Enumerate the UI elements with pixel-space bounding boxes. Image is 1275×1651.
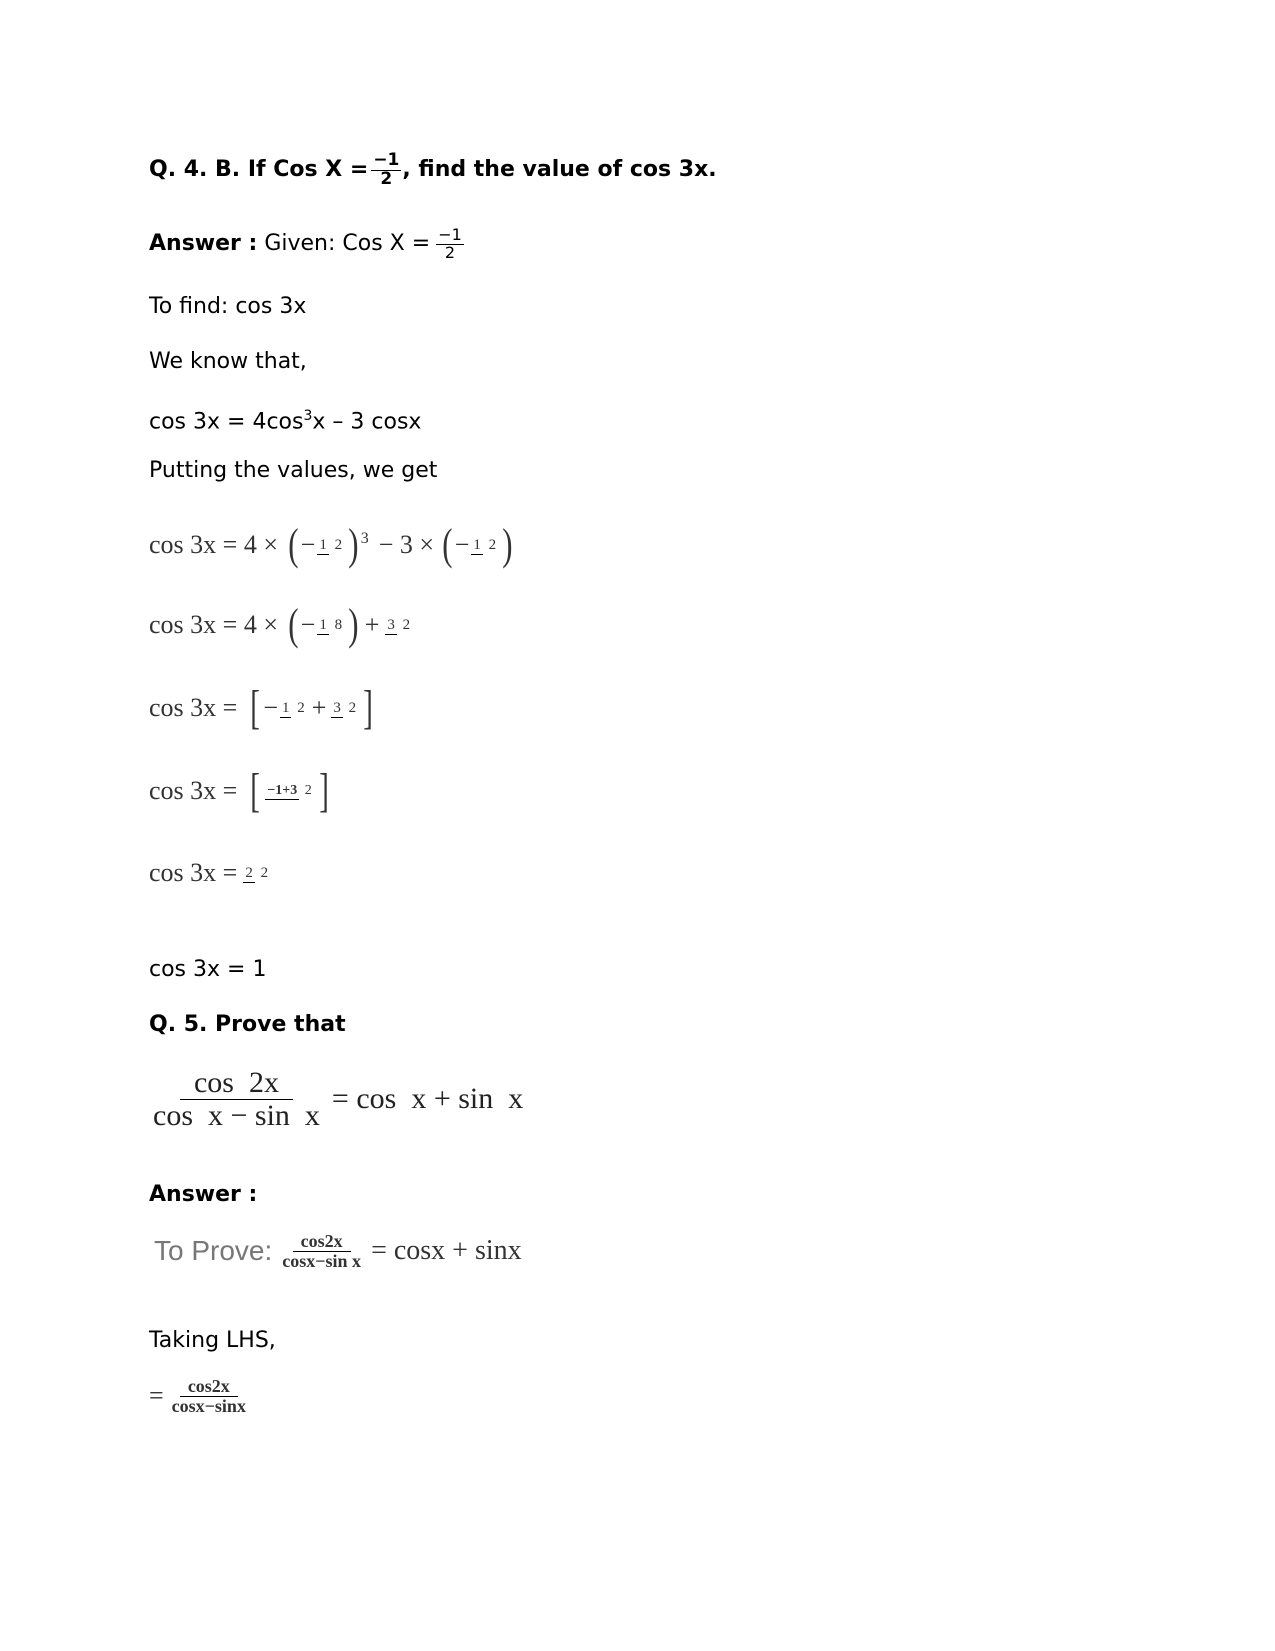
step-5-fraction [243, 853, 270, 893]
fraction-denominator: cosx−sinx [171, 1395, 246, 1416]
fraction-denominator: 2 [444, 242, 456, 262]
fraction-denominator: 2 [402, 617, 411, 633]
fraction-denominator: 2 [334, 537, 343, 553]
fraction-numerator: 1 [281, 700, 290, 716]
q4-result: cos 3x = 1 [149, 957, 267, 982]
q5-statement [149, 1067, 523, 1131]
fraction-numerator: 2 [245, 865, 253, 881]
step-1-equation [149, 520, 515, 569]
given-text: Given: Cos X = [257, 231, 431, 257]
to-prove-rhs: = cosx + sinx [371, 1235, 522, 1267]
fraction-numerator: 1 [473, 537, 481, 553]
step-2-fraction-b [385, 605, 412, 645]
step-1-fraction-b [471, 525, 498, 565]
fraction-numerator: −1 [438, 225, 462, 244]
open-paren: ( [288, 520, 299, 569]
q4-heading-post: , find the value of cos 3x. [402, 157, 717, 183]
q4-answer-given [149, 227, 466, 262]
to-prove-fraction [280, 1232, 363, 1271]
to-prove-label: To Prove: [154, 1235, 273, 1267]
q5-answer-label: Answer : [149, 1182, 258, 1207]
close-paren: ) [502, 520, 513, 569]
close-bracket: ] [318, 764, 329, 817]
fraction-denominator: cos x − sin x [153, 1098, 320, 1132]
identity-pre: cos 3x = 4cos [149, 409, 304, 435]
fraction-denominator: 2 [260, 865, 269, 881]
step-5-equation [149, 853, 272, 893]
q4-heading-pre: Q. 4. B. If Cos X = [149, 157, 369, 183]
step-2-equation [149, 600, 414, 649]
q4-heading-fraction [371, 152, 401, 189]
step-3-equation [149, 681, 376, 734]
step-5-lhs: cos 3x = [149, 858, 238, 887]
fraction-denominator: 2 [297, 700, 305, 716]
plus-sign: + [311, 693, 327, 722]
step-1-lhs: cos 3x = 4 × [149, 530, 278, 559]
fraction-numerator: 3 [387, 617, 395, 633]
q5-statement-rhs: = cos x + sin x [331, 1082, 524, 1115]
fraction-denominator: 8 [334, 617, 343, 633]
to-prove [154, 1232, 522, 1271]
q5-statement-fraction [151, 1067, 322, 1131]
answer-label: Answer : [149, 231, 258, 257]
close-paren: ) [348, 600, 359, 649]
lhs-fraction [170, 1377, 248, 1416]
fraction-numerator: cos2x [180, 1377, 238, 1397]
step-4-lhs: cos 3x = [149, 776, 238, 805]
taking-lhs: Taking LHS, [149, 1328, 276, 1353]
fraction-numerator: −1+3 [267, 783, 298, 798]
fraction-denominator: 2 [304, 783, 312, 798]
step-3-lhs: cos 3x = [149, 693, 238, 722]
step-4-equation [149, 764, 332, 817]
step-3-fraction-a [280, 688, 307, 728]
fraction-numerator: cos 2x [180, 1067, 293, 1100]
minus-sign: − [300, 610, 316, 639]
close-paren: ) [348, 520, 359, 569]
fraction-numerator: 1 [319, 537, 327, 553]
minus-sign: − [263, 693, 278, 722]
step-2-lhs: cos 3x = 4 × [149, 610, 278, 639]
identity-exponent: 3 [303, 408, 313, 424]
fraction-denominator: cosx−sin x [282, 1250, 362, 1271]
q4-heading [149, 152, 717, 189]
we-know: We know that, [149, 349, 307, 374]
open-bracket: [ [250, 681, 261, 734]
step-1-mid: − 3 × [378, 530, 435, 559]
given-fraction [436, 227, 464, 262]
fraction-denominator: 2 [348, 700, 357, 716]
close-bracket: ] [363, 681, 373, 734]
plus-sign: + [364, 610, 380, 639]
identity-post: x – 3 cosx [312, 409, 422, 435]
fraction-denominator: 2 [488, 537, 497, 553]
to-find: To find: cos 3x [149, 294, 307, 319]
lhs-expression [149, 1377, 250, 1416]
step-1-exponent: 3 [360, 530, 369, 547]
fraction-numerator: 1 [319, 617, 327, 633]
step-2-fraction-a [317, 605, 344, 645]
open-paren: ( [442, 520, 453, 569]
step-3-fraction-b [331, 688, 358, 728]
step-1-fraction-a [317, 525, 344, 565]
fraction-numerator: cos2x [293, 1232, 351, 1252]
minus-sign: − [454, 530, 470, 559]
putting-values: Putting the values, we get [149, 458, 438, 483]
q5-heading: Q. 5. Prove that [149, 1012, 346, 1037]
fraction-numerator: −1 [373, 150, 400, 170]
minus-sign: − [300, 530, 316, 559]
identity [149, 402, 421, 436]
open-paren: ( [288, 600, 299, 649]
step-4-fraction [265, 771, 313, 811]
fraction-denominator: 2 [380, 168, 393, 189]
fraction-numerator: 3 [333, 700, 341, 716]
equals-sign: = [149, 1381, 164, 1411]
open-bracket: [ [250, 764, 261, 817]
